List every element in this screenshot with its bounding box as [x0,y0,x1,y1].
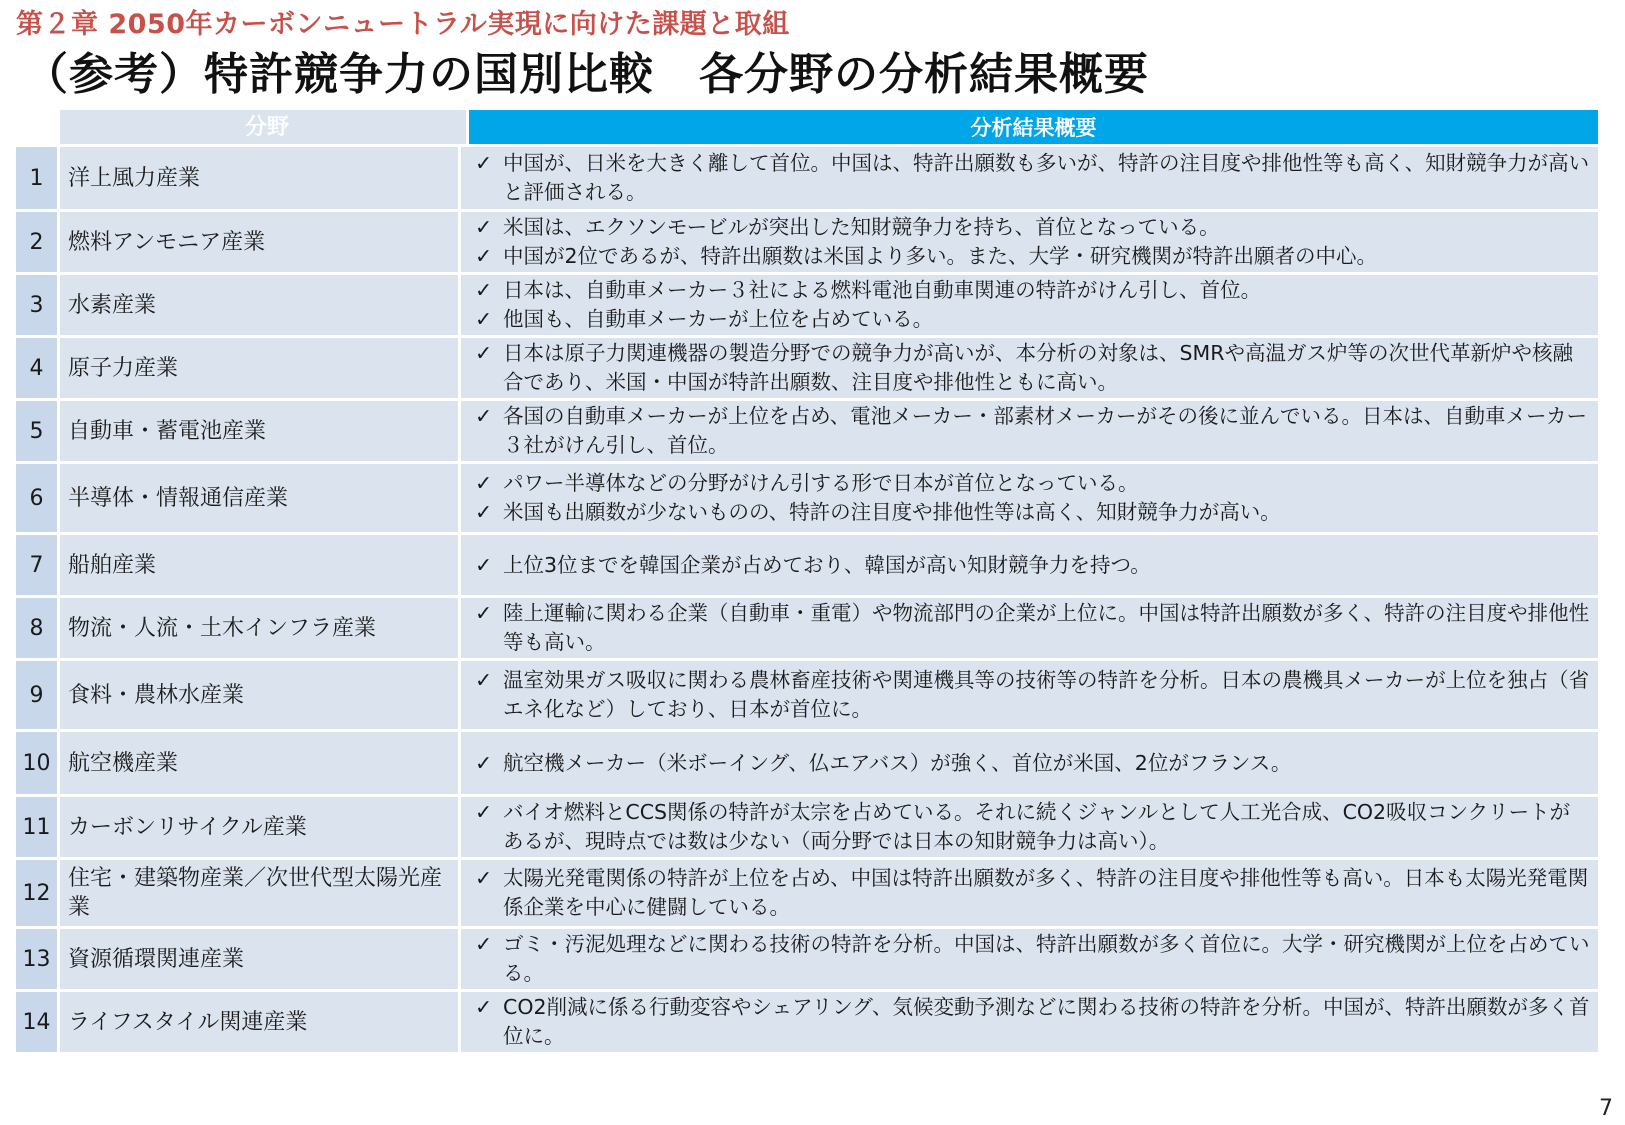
field-name: 原子力産業 [60,338,458,398]
summary-item [475,798,1590,856]
summary-item [475,402,1590,460]
column-header-summary: 分析結果概要 [469,110,1598,144]
row-number: 5 [16,401,57,461]
checkmark-icon: ✓ [475,995,493,1019]
checkmark-icon: ✓ [475,244,493,268]
table-row [16,535,1598,595]
summary-text: パワー半導体などの分野がけん引する形で日本が首位となっている。 [503,471,1139,495]
summary-cell [461,661,1598,729]
checkmark-icon: ✓ [475,668,493,692]
summary-text: 日本は原子力関連機器の製造分野での競争力が高いが、本分析の対象は、SMRや高温ガス炉等の次世代革新炉や核融合であり、米国・中国が特許出願数、注目度や排他性ともに高い。 [503,341,1573,394]
row-number: 2 [16,212,57,272]
table-row [16,732,1598,794]
summary-cell [461,338,1598,398]
table-row [16,147,1598,209]
summary-item [475,469,1590,498]
checkmark-icon: ✓ [475,278,493,302]
summary-cell [461,992,1598,1052]
column-header-field: 分野 [60,110,466,144]
field-name: 船舶産業 [60,535,458,595]
row-number: 3 [16,275,57,335]
summary-item [475,864,1590,922]
row-number: 4 [16,338,57,398]
row-number: 7 [16,535,57,595]
summary-text: 米国は、エクソンモービルが突出した知財競争力を持ち、首位となっている。 [503,215,1220,239]
summary-cell [461,464,1598,532]
summary-text: 温室効果ガス吸収に関わる農林畜産技術や関連機具等の技術等の特許を分析。日本の農機具メーカーが上位を独占（省エネ化など）しており、日本が首位に。 [503,668,1590,721]
table-row [16,661,1598,729]
checkmark-icon: ✓ [475,932,493,956]
summary-text: 各国の自動車メーカーが上位を占め、電池メーカー・部素材メーカーがその後に並んでいる。日本は、自動車メーカー３社がけん引し、首位。 [503,404,1588,457]
checkmark-icon: ✓ [475,500,493,524]
summary-item [475,551,1590,580]
summary-text: 米国も出願数が少ないものの、特許の注目度や排他性等は高く、知財競争力が高い。 [503,500,1281,524]
row-number: 12 [16,860,57,926]
field-name: 洋上風力産業 [60,147,458,209]
checkmark-icon: ✓ [475,601,493,625]
summary-text: 中国が2位であるが、特許出願数は米国より多い。また、大学・研究機関が特許出願者の中心。 [503,244,1378,268]
summary-cell [461,929,1598,989]
summary-item [475,666,1590,724]
table-row [16,992,1598,1052]
field-name: 住宅・建築物産業／次世代型太陽光産業 [60,860,458,926]
summary-item [475,749,1590,778]
checkmark-icon: ✓ [475,404,493,428]
summary-cell [461,860,1598,926]
table-row [16,275,1598,335]
row-number: 1 [16,147,57,209]
checkmark-icon: ✓ [475,866,493,890]
table-row [16,464,1598,532]
summary-text: 上位3位までを韓国企業が占めており、韓国が高い知財競争力を持つ。 [503,552,1151,577]
table-row [16,797,1598,857]
summary-text: バイオ燃料とCCS関係の特許が太宗を占めている。それに続くジャンルとして人工光合成、CO2吸収コンクリートがあるが、現時点では数は少ない（両分野では日本の知財競争力は高い）。 [503,800,1571,853]
summary-cell [461,535,1598,595]
summary-cell [461,147,1598,209]
checkmark-icon: ✓ [475,800,493,824]
summary-item [475,305,1590,334]
row-number: 13 [16,929,57,989]
row-number: 9 [16,661,57,729]
summary-cell [461,598,1598,658]
field-name: 半導体・情報通信産業 [60,464,458,532]
field-name: 航空機産業 [60,732,458,794]
summary-cell [461,275,1598,335]
row-number: 6 [16,464,57,532]
page-title: （参考）特許競争力の国別比較 各分野の分析結果概要 [24,49,1149,100]
summary-text: 太陽光発電関係の特許が上位を占め、中国は特許出願数が多く、特許の注目度や排他性等も高い。日本も太陽光発電関係企業を中心に健闘している。 [503,866,1589,919]
summary-text: CO2削減に係る行動変容やシェアリング、気候変動予測などに関わる技術の特許を分析。中国が、特許出願数が多く首位に。 [503,995,1590,1048]
summary-item [475,498,1590,527]
summary-item [475,993,1590,1051]
table-header [16,110,1598,144]
checkmark-icon: ✓ [475,307,493,331]
checkmark-icon: ✓ [475,151,493,175]
row-number: 11 [16,797,57,857]
table-row [16,598,1598,658]
checkmark-icon: ✓ [475,552,493,577]
summary-text: 航空機メーカー（米ボーイング、仏エアバス）が強く、首位が米国、2位がフランス。 [503,750,1292,775]
table-body [16,147,1598,1052]
header-spacer [16,110,60,144]
summary-cell [461,732,1598,794]
table-row [16,212,1598,272]
row-number: 14 [16,992,57,1052]
field-name: ライフスタイル関連産業 [60,992,458,1052]
summary-text: 陸上運輸に関わる企業（自動車・重電）や物流部門の企業が上位に。中国は特許出願数が多く、特許の注目度や排他性等も高い。 [503,601,1590,654]
summary-item [475,599,1590,657]
summary-cell [461,797,1598,857]
summary-item [475,242,1590,271]
checkmark-icon: ✓ [475,471,493,495]
field-name: カーボンリサイクル産業 [60,797,458,857]
summary-item [475,930,1590,988]
chapter-heading: 第２章 2050年カーボンニュートラル実現に向けた課題と取組 [16,9,790,40]
summary-text: 日本は、自動車メーカー３社による燃料電池自動車関連の特許がけん引し、首位。 [503,278,1262,302]
table-row [16,338,1598,398]
field-name: 燃料アンモニア産業 [60,212,458,272]
summary-item [475,276,1590,305]
page-number: 7 [1599,1096,1613,1121]
summary-text: 他国も、自動車メーカーが上位を占めている。 [503,307,934,331]
checkmark-icon: ✓ [475,341,493,365]
summary-item [475,213,1590,242]
row-number: 8 [16,598,57,658]
summary-cell [461,212,1598,272]
field-name: 資源循環関連産業 [60,929,458,989]
checkmark-icon: ✓ [475,750,493,775]
summary-text: ゴミ・汚泥処理などに関わる技術の特許を分析。中国は、特許出願数が多く首位に。大学・研究機関が上位を占めている。 [503,932,1590,985]
summary-item [475,149,1590,207]
summary-text: 中国が、日米を大きく離して首位。中国は、特許出願数も多いが、特許の注目度や排他性等も高く、知財競争力が高いと評価される。 [503,151,1590,204]
analysis-table [16,110,1598,1055]
field-name: 食料・農林水産業 [60,661,458,729]
field-name: 物流・人流・土木インフラ産業 [60,598,458,658]
summary-cell [461,401,1598,461]
checkmark-icon: ✓ [475,215,493,239]
summary-item [475,339,1590,397]
field-name: 自動車・蓄電池産業 [60,401,458,461]
table-row [16,860,1598,926]
field-name: 水素産業 [60,275,458,335]
table-row [16,929,1598,989]
table-row [16,401,1598,461]
row-number: 10 [16,732,57,794]
